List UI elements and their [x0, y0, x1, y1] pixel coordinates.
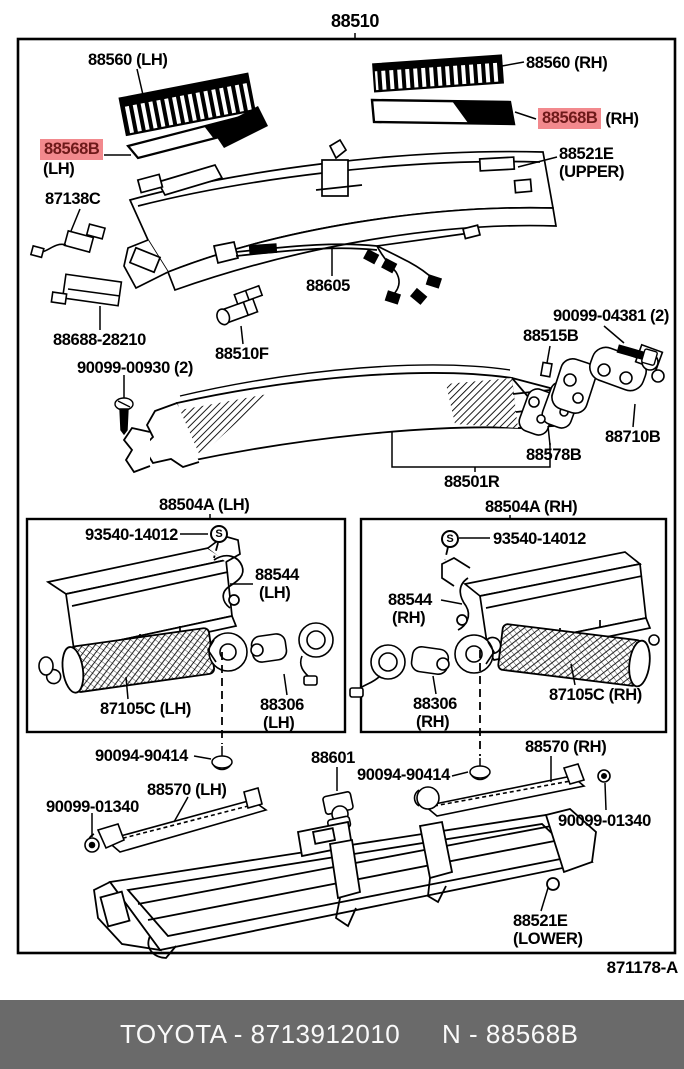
part-label-88504a-lh[interactable]: 88504A (LH) [159, 496, 250, 514]
screw-marker-lh: S [210, 525, 228, 543]
seal-rh-art [372, 100, 514, 124]
highlighted-part-number[interactable]: 88568B [40, 139, 103, 160]
part-label-93540-14012-rh[interactable]: 93540-14012 [493, 530, 586, 548]
clip-88515b-art [541, 362, 552, 376]
part-label-88510f[interactable]: 88510F [215, 345, 269, 363]
blower-motor-lh-art [208, 623, 333, 685]
heater-duct-art [124, 365, 553, 472]
footer-catalog-number: TOYOTA - 8713912010 [120, 1019, 401, 1049]
part-label-88521e-lower[interactable]: 88521E (LOWER) [513, 912, 583, 949]
part-label-90094-90414-right[interactable]: 90094-90414 [357, 766, 450, 784]
part-label-88605[interactable]: 88605 [306, 277, 350, 295]
part-label-88544-lh[interactable]: 88544 (LH) [255, 566, 299, 603]
clip-88510f-art [212, 286, 268, 327]
part-side-suffix: (RH) [605, 110, 639, 128]
part-side-suffix: (LH) [43, 160, 75, 179]
part-label-90094-90414-left[interactable]: 90094-90414 [95, 747, 188, 765]
part-label-88501r[interactable]: 88501R [444, 473, 500, 491]
diagram-ref-code: 871178-A [606, 958, 678, 977]
part-label-88504a-rh[interactable]: 88504A (RH) [485, 498, 578, 516]
part-label-88570-rh[interactable]: 88570 (RH) [525, 738, 607, 756]
footer-selected-part: N - 88568B [442, 1019, 579, 1049]
part-label-88568b-lh[interactable] [40, 139, 103, 178]
part-label-88578b[interactable]: 88578B [526, 446, 582, 464]
filter-rh-art [373, 55, 503, 91]
resistor-87138c-art [31, 224, 105, 257]
part-label-87105c-rh[interactable]: 87105C (RH) [549, 686, 642, 704]
part-label-88521e-upper[interactable]: 88521E (UPPER) [559, 145, 625, 182]
grommet-90099-left-art [85, 838, 99, 852]
part-label-90099-04381[interactable]: 90099-04381 (2) [553, 307, 670, 325]
part-label-88570-lh[interactable]: 88570 (LH) [147, 781, 227, 799]
grommet-lh-art [39, 657, 53, 675]
grommet-rh-art [649, 635, 659, 645]
part-label-88568b-rh[interactable] [538, 108, 639, 129]
part-label-88515b[interactable]: 88515B [523, 327, 579, 345]
part-label-87105c-lh[interactable]: 87105C (LH) [100, 700, 191, 718]
part-label-88560-lh[interactable]: 88560 (LH) [88, 51, 168, 69]
blower-motor-rh-art [350, 635, 494, 697]
upper-reinforcement-art [124, 140, 556, 290]
part-label-88560-rh[interactable]: 88560 (RH) [526, 54, 608, 72]
part-label-90099-01340-left[interactable]: 90099-01340 [46, 798, 139, 816]
screw-90094-left-art [212, 746, 232, 770]
part-label-90099-00930[interactable]: 90099-00930 (2) [77, 359, 194, 377]
grommet-90099-right-art [598, 770, 610, 782]
footer-bar [0, 1000, 684, 1069]
part-label-88306-lh[interactable]: 88306 (LH) [260, 696, 304, 733]
screw-marker-rh: S [441, 530, 459, 548]
part-label-93540-14012-lh[interactable]: 93540-14012 [85, 526, 178, 544]
assembly-number-label[interactable]: 88510 [330, 11, 380, 31]
highlighted-part-number[interactable]: 88568B [538, 108, 601, 129]
part-label-88306-rh[interactable]: 88306 (RH) [413, 695, 457, 732]
part-label-87138c[interactable]: 87138C [45, 190, 101, 208]
part-label-88544-rh[interactable]: 88544 (RH) [388, 591, 432, 628]
screw-90094-right-art [470, 758, 490, 780]
part-label-88710b[interactable]: 88710B [605, 428, 661, 446]
screw-90099-00930-art [115, 398, 133, 434]
amplifier-88688-art [51, 274, 121, 306]
part-label-88601[interactable]: 88601 [311, 749, 355, 767]
part-label-88688-28210[interactable]: 88688-28210 [53, 331, 146, 349]
part-label-90099-01340-right[interactable]: 90099-01340 [558, 812, 651, 830]
